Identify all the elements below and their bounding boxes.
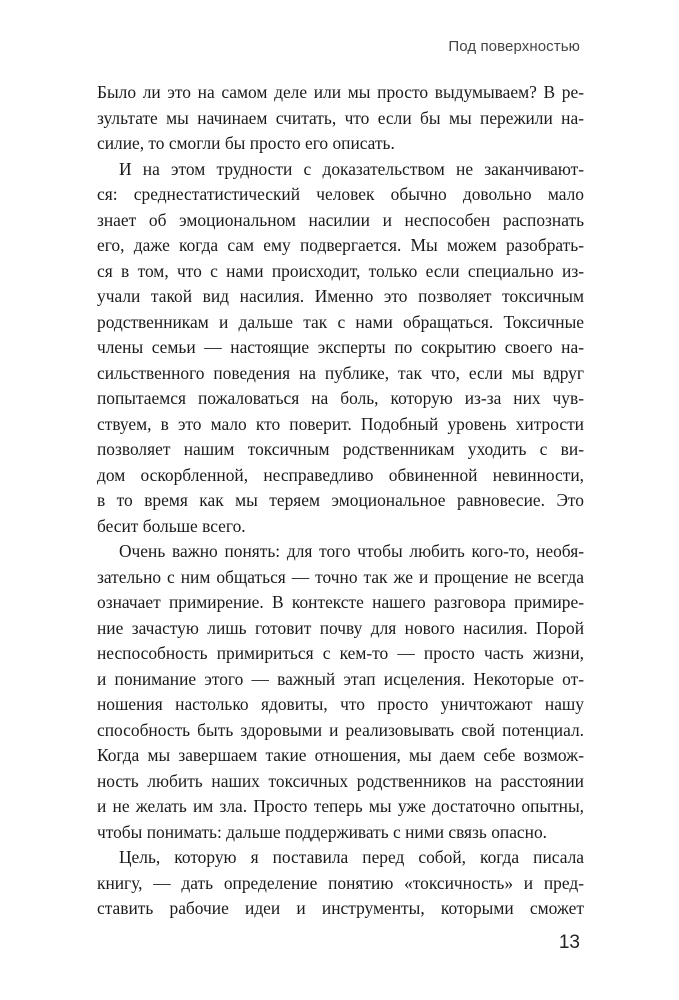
text-line: бесит больше всего. — [97, 515, 246, 536]
text-line: ся: среднестатистический человек обычно довольно мало — [97, 184, 584, 204]
text-line: в то время как мы теряем эмоциональное равновесие. Это — [97, 490, 584, 510]
text-line: сильственного поведения на публике, так что, если мы вдруг — [97, 362, 584, 383]
text-line: дом оскорбленной, несправедливо обвиненной невинности, — [97, 464, 584, 485]
page-number: 13 — [558, 932, 580, 953]
text-line: родственникам и дальше так с нами обращаться. Токсичные — [97, 311, 584, 332]
text-line: Очень важно понять: для того чтобы любить кого-то, необя- — [119, 541, 584, 561]
text-line: зательно с ним общаться — точно так же и прощение не всегда — [97, 566, 584, 587]
text-line: учали такой вид насилия. Именно это позволяет токсичным — [97, 286, 584, 306]
text-line: знает об эмоциональном насилии и неспособен распознать — [97, 209, 584, 230]
text-line: зультате мы начинаем считать, что если бы мы пережили на- — [97, 107, 584, 128]
text-line: чтобы понимать: дальше поддерживать с ними связь опасно. — [97, 821, 547, 842]
text-line: члены семьи — настоящие эксперты по сокрытию своего на- — [97, 337, 584, 357]
text-line: Было ли это на самом деле или мы просто выдумываем? В ре- — [97, 82, 584, 102]
text-line: неспособность примириться с кем-то — просто часть жизни, — [97, 643, 584, 663]
text-line: Цель, которую я поставила перед собой, когда писала — [119, 847, 584, 867]
text-line: ность любить наших токсичных родственников на расстоянии — [97, 770, 584, 791]
text-line: ствуем, в это мало кто поверит. Подобный уровень хитрости — [97, 413, 584, 434]
text-line: позволяет нашим токсичным родственникам уходить с ви- — [97, 439, 584, 459]
text-line: книгу, — дать определение понятию «токсичность» и пред- — [97, 872, 584, 893]
text-line: ние зачастую лишь готовит почву для нового насилия. Порой — [97, 617, 584, 638]
text-line: способность быть здоровыми и реализовывать свой потенциал. — [97, 719, 584, 740]
text-line: его, даже когда сам ему подвергается. Мы можем разобрать- — [97, 235, 584, 255]
text-line: силие, то смогли бы просто его описать. — [97, 133, 395, 153]
text-line: И на этом трудности с доказательством не заканчивают- — [119, 158, 584, 179]
text-line: означает примирение. В контексте нашего разговора примире- — [97, 592, 584, 612]
body-text — [97, 80, 584, 922]
text-line: Когда мы завершаем такие отношения, мы даем себе возмож- — [97, 745, 584, 765]
text-line: ношения настолько ядовиты, что просто уничтожают нашу — [97, 694, 584, 714]
text-line: и понимание этого — важный этап исцеления. Некоторые от- — [97, 668, 584, 689]
text-line: ставить рабочие идеи и инструменты, которыми сможет — [97, 898, 584, 918]
text-line: попытаемся пожаловаться на боль, которую из-за них чув- — [97, 388, 584, 408]
text-line: ся в том, что с нами происходит, только если специально из- — [97, 260, 584, 281]
running-header-title: Под поверхностью — [448, 38, 580, 55]
text-line: и не желать им зла. Просто теперь мы уже достаточно опытны, — [97, 796, 584, 816]
